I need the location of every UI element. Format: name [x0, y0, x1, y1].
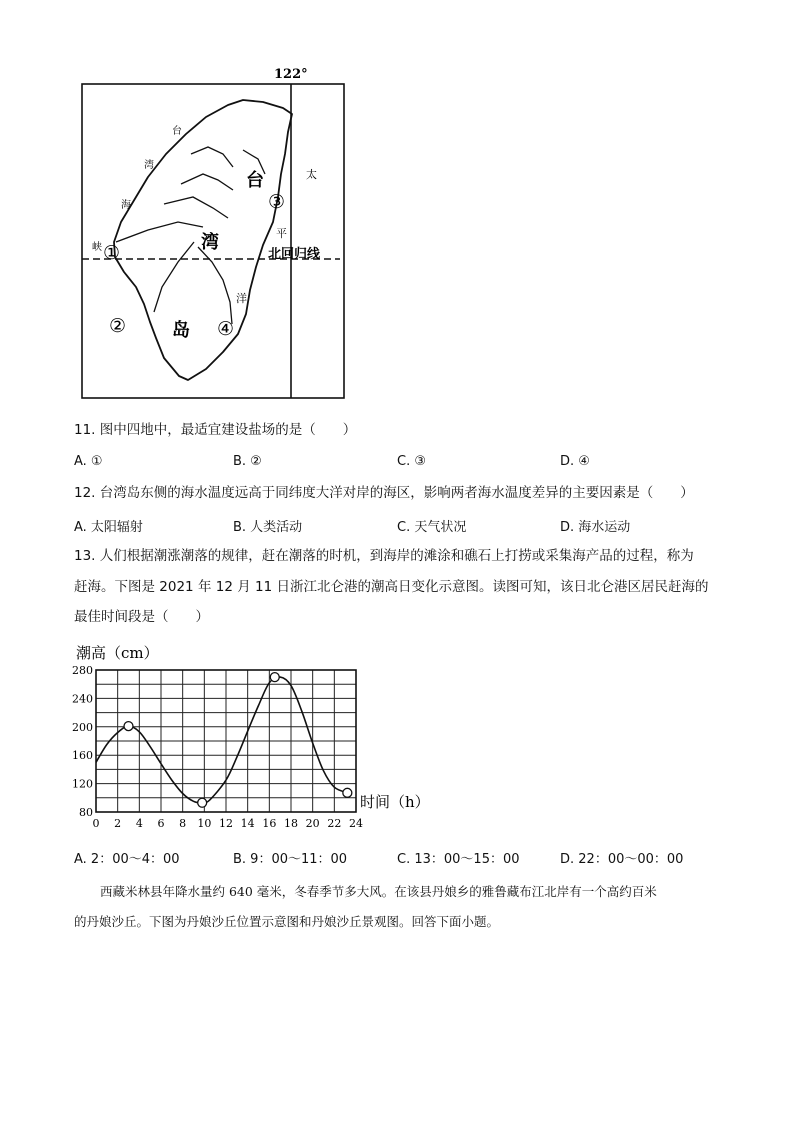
site-label: ④	[217, 318, 235, 340]
question-13-stem-line: 赶海。下图是 2021 年 12 月 11 日浙江北仑港的潮高日变化示意图。读图可知，该日北仑港区居民赶海的	[74, 579, 709, 595]
taiwan-map-figure	[78, 62, 350, 402]
ocean-char: 平	[276, 227, 287, 240]
question-11-stem: 11. 图中四地中，最适宜建设盐场的是（ ）	[74, 422, 357, 438]
x-axis-label: 时间（h）	[360, 793, 430, 811]
x-tick-label: 2	[114, 817, 122, 830]
ridge-line	[181, 174, 233, 190]
x-tick-label: 10	[197, 817, 212, 830]
question-11-option-c[interactable]: C. ③	[397, 454, 426, 469]
ocean-char: 洋	[236, 292, 247, 305]
question-12-option-d[interactable]: D. 海水运动	[560, 520, 631, 535]
strait-char: 湾	[144, 160, 154, 171]
x-tick-label: 12	[219, 817, 233, 830]
ridge-line	[191, 147, 233, 167]
question-13-option-a[interactable]: A. 2：00～4：00	[74, 852, 180, 867]
question-12-option-c[interactable]: C. 天气状况	[397, 520, 467, 535]
question-11-option-d[interactable]: D. ④	[560, 454, 590, 469]
y-tick-label: 160	[72, 749, 93, 763]
question-13-option-d[interactable]: D. 22：00～00：00	[560, 852, 684, 867]
x-tick-label: 14	[240, 817, 255, 830]
question-11-option-a[interactable]: A. ①	[74, 454, 103, 469]
question-12-stem: 12. 台湾岛东侧的海水温度远高于同纬度大洋对岸的海区，影响两者海水温度差异的主要因素是（ ）	[74, 485, 694, 501]
tide-point	[343, 788, 352, 797]
question-13-option-b[interactable]: B. 9：00～11：00	[233, 852, 348, 867]
x-tick-label: 6	[157, 817, 165, 830]
passage-line: 的丹娘沙丘。下图为丹娘沙丘位置示意图和丹娘沙丘景观图。回答下面小题。	[74, 914, 500, 929]
x-tick-label: 0	[92, 817, 100, 830]
strait-char: 海	[121, 200, 131, 211]
tide-point	[270, 673, 279, 682]
question-12-option-a[interactable]: A. 太阳辐射	[74, 520, 143, 535]
ridge-line	[154, 242, 194, 312]
question-12-option-b[interactable]: B. 人类活动	[233, 520, 303, 535]
question-13-stem-line: 最佳时间段是（ ）	[74, 609, 209, 625]
x-tick-label: 16	[262, 817, 277, 830]
y-tick-label: 280	[72, 664, 93, 677]
y-tick-label: 80	[79, 806, 93, 819]
strait-char: 台	[172, 126, 182, 137]
y-tick-label: 200	[72, 720, 93, 734]
x-tick-label: 18	[284, 817, 298, 830]
longitude-label: 122°	[274, 67, 308, 82]
x-tick-label: 22	[327, 817, 342, 830]
site-label: ③	[268, 191, 286, 213]
y-tick-label: 120	[72, 777, 93, 791]
x-tick-label: 20	[305, 817, 320, 830]
tide-chart	[70, 636, 430, 836]
x-tick-label: 8	[179, 817, 187, 830]
question-13-stem-line: 13. 人们根据潮涨潮落的规律，赶在潮落的时机，到海岸的滩涂和礁石上打捞或采集海产品的过程，称为	[74, 548, 694, 564]
island-char: 湾	[201, 232, 219, 253]
x-tick-label: 4	[135, 817, 143, 830]
question-13-option-c[interactable]: C. 13：00～15：00	[397, 852, 520, 867]
tide-chart-svg	[70, 636, 430, 836]
strait-char: 峡	[92, 242, 102, 253]
x-tick-label: 24	[349, 817, 363, 830]
y-tick-label: 240	[72, 692, 93, 706]
y-axis-label: 潮高（cm）	[76, 644, 159, 662]
island-char: 岛	[172, 320, 190, 341]
ridge-line	[116, 222, 203, 242]
taiwan-map	[78, 62, 350, 402]
island-char: 台	[246, 170, 264, 191]
passage-line: 西藏米林县年降水量约 640 毫米，冬春季节多大风。在该县丹娘乡的雅鲁藏布江北岸有一个高约百米	[100, 884, 657, 899]
site-label: ②	[109, 315, 127, 337]
ridge-line	[164, 197, 228, 218]
question-11-option-b[interactable]: B. ②	[233, 454, 262, 469]
tide-point	[198, 798, 207, 807]
ocean-char: 太	[306, 168, 317, 181]
tropic-label: 北回归线	[268, 247, 321, 262]
site-label: ①	[103, 242, 121, 264]
tide-point	[124, 722, 133, 731]
